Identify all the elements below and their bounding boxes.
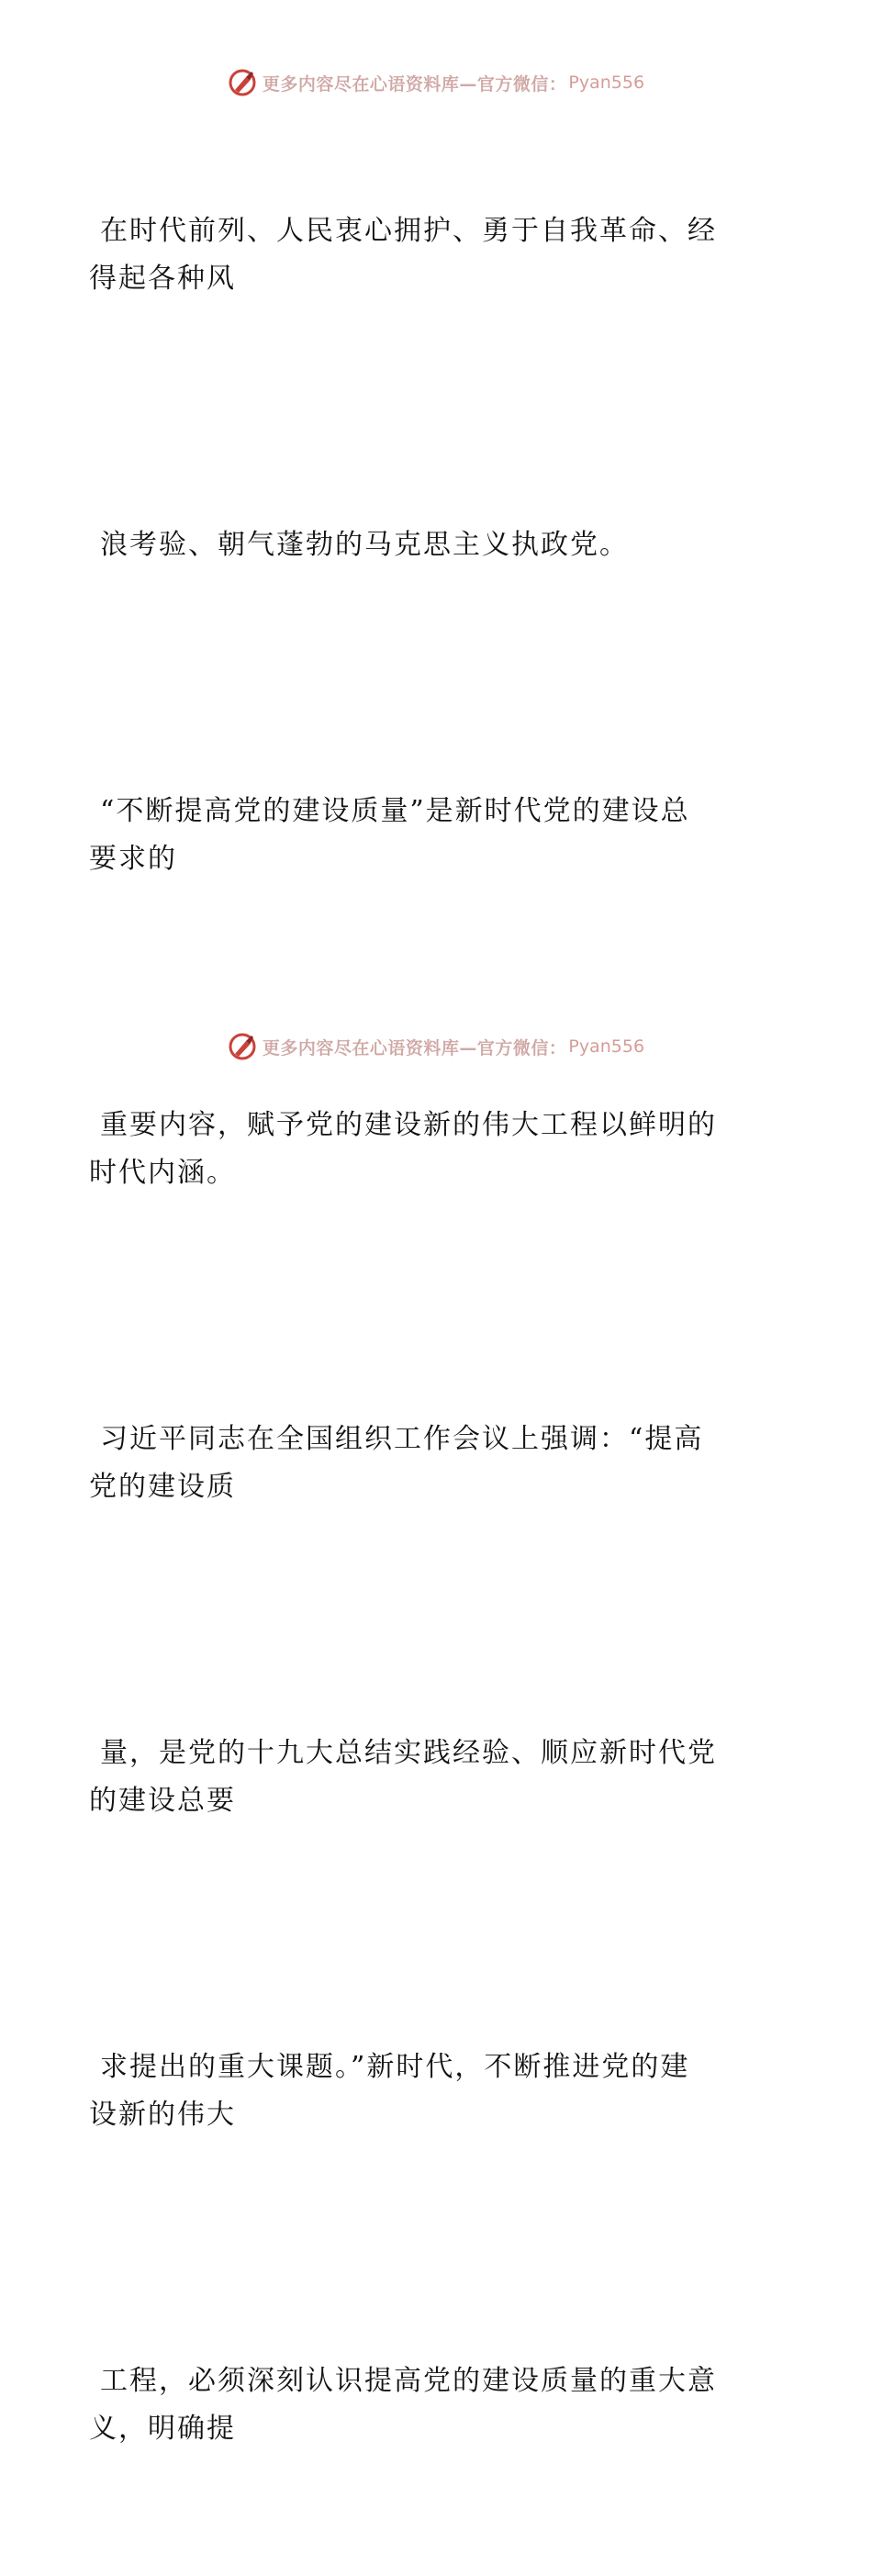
paragraph-5 [89,1320,768,1607]
header-banner-text: 更多内容尽在心语资料库—官方微信： [262,73,567,95]
footer-banner-text: 更多内容尽在心语资料库—官方微信： [262,1037,567,1058]
footer-banner-brand: Pyan556 [568,1036,645,1057]
paragraph-7 [89,1948,768,2234]
paragraph-line: 得起各种风 [89,263,236,295]
paragraph-6 [89,1634,768,1921]
footer-banner [0,1028,872,1065]
paragraph-line: 求提出的重大课题。”新时代，不断推进党的建 [100,2051,690,2083]
paragraph-line: 的建设总要 [89,1785,236,1817]
paragraph-1 [89,112,768,398]
paragraph-line: 党的建设质 [89,1471,236,1503]
paragraph-2 [89,426,768,665]
paragraph-8 [89,2262,768,2548]
pen-logo-icon [228,68,257,97]
paragraph-line: 设新的伟大 [89,2099,236,2131]
paragraph-line: “不断提高党的建设质量”是新时代党的建设总 [100,795,690,827]
paragraph-line: 重要内容，赋予党的建设新的伟大工程以鲜明的 [100,1109,717,1141]
paragraph-line: 工程，必须深刻认识提高党的建设质量的重大意 [100,2365,717,2397]
header-banner [0,64,872,101]
paragraph-line: 义，明确提 [89,2413,236,2445]
paragraph-line: 时代内涵。 [89,1157,236,1189]
paragraph-line: 浪考验、朝气蓬勃的马克思主义执政党。 [100,529,629,561]
pen-logo-icon [228,1032,257,1061]
document-body [89,112,768,2576]
header-banner-brand: Pyan556 [568,73,645,93]
paragraph-line: 要求的 [89,843,177,875]
paragraph-line: 量，是党的十九大总结实践经验、顺应新时代党 [100,1737,717,1769]
paragraph-line: 在时代前列、人民衷心拥护、勇于自我革命、经 [100,215,717,247]
paragraph-line: 习近平同志在全国组织工作会议上强调：“提高 [100,1423,704,1455]
paragraph-3 [89,692,768,979]
